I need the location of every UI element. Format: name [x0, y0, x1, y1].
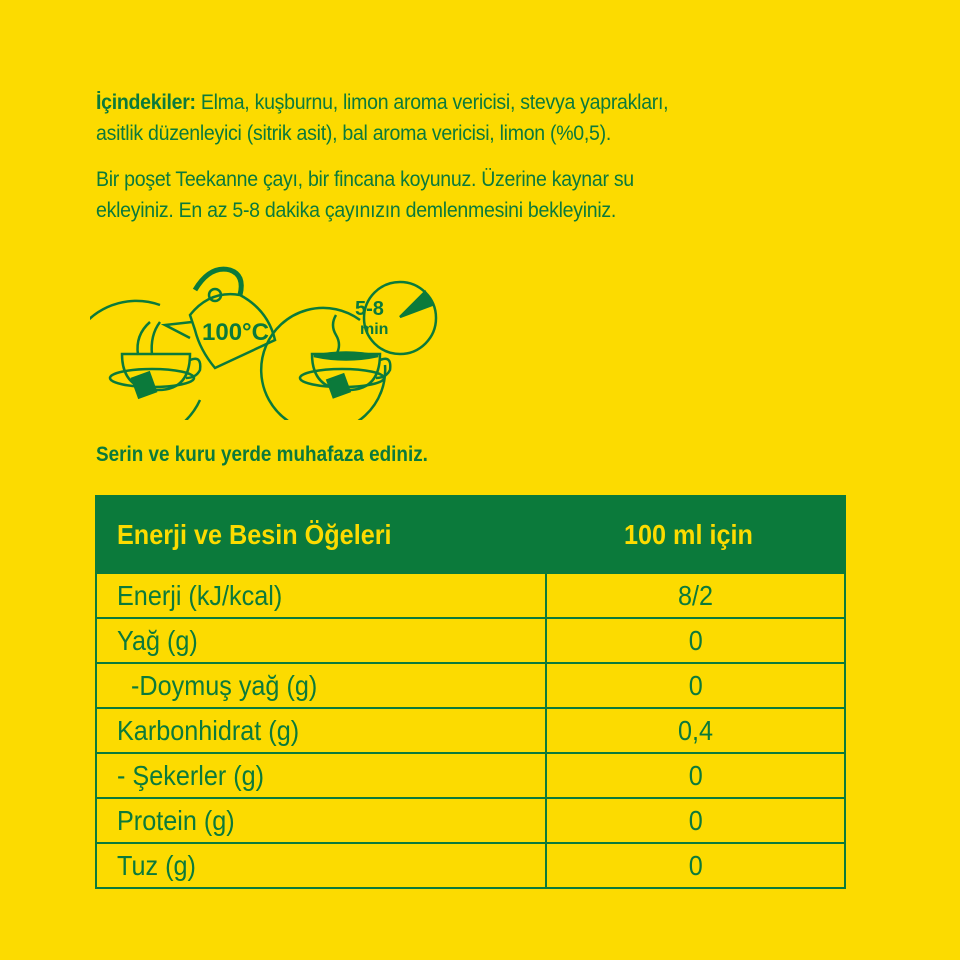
- ingredients-text: Elma, kuşburnu, limon aroma vericisi, stevya yaprakları,: [195, 91, 669, 114]
- nutrient-name: [96, 843, 546, 888]
- table-row: [96, 708, 845, 753]
- nutrient-name: [96, 708, 546, 753]
- nutrient-name: [96, 618, 546, 663]
- table-row: [96, 618, 845, 663]
- header-per-100ml: [546, 496, 845, 573]
- nutrient-value: [546, 798, 845, 843]
- nutrient-name: [96, 573, 546, 618]
- table-row: [96, 843, 845, 888]
- instructions-line-1: Bir poşet Teekanne çayı, bir fincana koyunuz. Üzerine kaynar su: [96, 168, 634, 191]
- nutrient-value: [546, 573, 845, 618]
- ingredients-line-2: asitlik düzenleyici (sitrik asit), bal aroma vericisi, limon (%0,5).: [96, 122, 612, 145]
- ingredients-label: İçindekiler:: [96, 91, 196, 114]
- nutrient-value-text: 0: [688, 849, 703, 881]
- nutrient-value: [546, 753, 845, 798]
- nutrient-name: [96, 753, 546, 798]
- temperature-label: 100°C: [202, 319, 269, 346]
- nutrient-value: [546, 663, 845, 708]
- nutrient-value: [546, 618, 845, 663]
- nutrient-value-text: 0: [688, 804, 703, 836]
- nutrient-name-text: Enerji (kJ/kcal): [117, 579, 283, 611]
- ingredients-line-1: [96, 87, 668, 118]
- table-row: [96, 573, 845, 618]
- nutrient-value-text: 0,4: [677, 714, 714, 746]
- nutrient-value: [546, 843, 845, 888]
- table-row: [96, 798, 845, 843]
- time-label: 5-8: [355, 298, 384, 320]
- brewing-icons: [90, 250, 450, 420]
- nutrient-name-text: Protein (g): [117, 804, 235, 836]
- nutrient-name-text: -Doymuş yağ (g): [131, 669, 318, 701]
- header-nutrient: [96, 496, 546, 573]
- instructions-line-2: ekleyiniz. En az 5-8 dakika çayınızın demlenmesini bekleyiniz.: [96, 199, 617, 222]
- nutrient-value-text: 0: [688, 759, 703, 791]
- time-unit-label: min: [360, 321, 389, 338]
- nutrient-name: [96, 663, 546, 708]
- nutrient-value: [546, 708, 845, 753]
- table-header: [96, 496, 845, 573]
- storage-note: Serin ve kuru yerde muhafaza ediniz.: [96, 443, 428, 466]
- nutrient-name: [96, 798, 546, 843]
- nutrient-value-text: 0: [688, 669, 703, 701]
- timer-cup-icon: [261, 282, 436, 420]
- nutrient-name-text: Tuz (g): [117, 849, 196, 881]
- nutrient-name-text: Yağ (g): [117, 624, 198, 656]
- nutrient-name-text: Karbonhidrat (g): [117, 714, 300, 746]
- nutrient-name-text: - Şekerler (g): [117, 759, 265, 791]
- table-row: [96, 663, 845, 708]
- nutrition-table: [95, 495, 846, 889]
- nutrient-value-text: 8/2: [677, 579, 714, 611]
- table-row: [96, 753, 845, 798]
- header-nutrient-text: Enerji ve Besin Öğeleri: [117, 518, 392, 550]
- nutrient-value-text: 0: [688, 624, 703, 656]
- header-per-100ml-text: 100 ml için: [623, 518, 753, 550]
